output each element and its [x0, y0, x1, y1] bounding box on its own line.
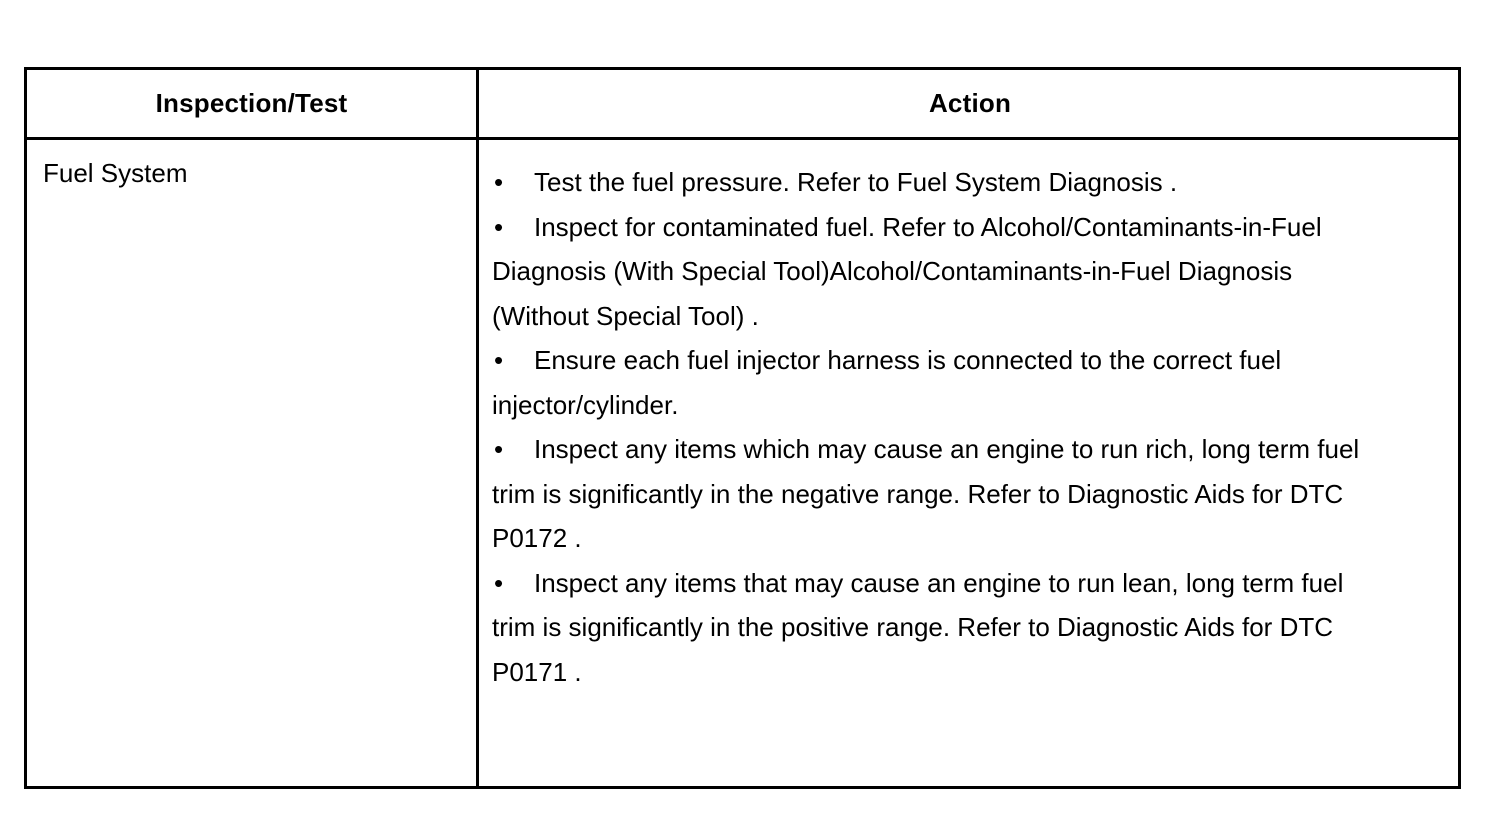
bullet-icon: • — [494, 345, 504, 375]
action-text: Test the fuel pressure. Refer to Fuel System Diagnosis . — [534, 167, 1178, 197]
bullet-icon: • — [494, 211, 504, 242]
header-divider — [27, 137, 1458, 140]
bullet-icon: • — [494, 167, 504, 197]
action-item — [492, 338, 1372, 427]
action-item — [492, 205, 1372, 339]
header-inspection-test: Inspection/Test — [155, 88, 348, 118]
inspection-table — [24, 67, 1461, 789]
header-action: Action — [928, 88, 1012, 118]
action-item — [492, 427, 1372, 561]
action-text: Inspect for contaminated fuel. Refer to Alcohol/Contaminants-in-Fuel Diagnosis (With Special Tool)Alcohol/Contaminants-in-Fuel Diagnosis (Without Special Tool) . — [492, 211, 1322, 331]
inspection-cell: Fuel System — [43, 158, 188, 188]
action-text: Inspect any items that may cause an engine to run lean, long term fuel trim is significantly in the positive range. Refer to Diagnostic Aids for DTC P0171 . — [492, 567, 1344, 687]
action-item — [492, 160, 1372, 205]
bullet-icon: • — [494, 434, 504, 464]
action-cell — [492, 160, 1372, 694]
bullet-icon: • — [494, 567, 504, 598]
action-text: Inspect any items which may cause an engine to run rich, long term fuel trim is significantly in the negative range. Refer to Diagnostic Aids for DTC P0172 . — [492, 434, 1360, 553]
action-item — [492, 561, 1372, 695]
column-divider — [476, 70, 479, 786]
action-text: Ensure each fuel injector harness is connected to the correct fuel injector/cylinder. — [492, 345, 1282, 420]
